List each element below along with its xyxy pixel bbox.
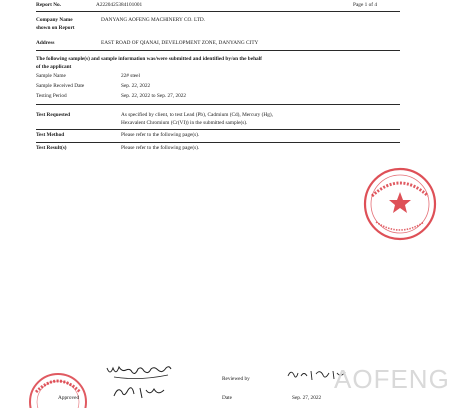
- date-value: Sep. 27, 2022: [292, 395, 322, 401]
- applicant-note-line2: of the applicant: [36, 64, 72, 70]
- address-rule: [36, 50, 400, 51]
- page-indicator: Page 1 of 4: [353, 2, 377, 8]
- company-label-line1: Company Name: [36, 17, 73, 23]
- lower-seal-stamp: [28, 368, 88, 408]
- header-rule: [36, 11, 400, 12]
- requested-rule: [36, 129, 400, 130]
- sample-name-label: Sample Name: [36, 73, 66, 79]
- sample-rule: [36, 104, 400, 105]
- test-method-label: Test Method: [36, 132, 65, 138]
- test-results-label: Test Result(s): [36, 145, 67, 151]
- testing-period-label: Testing Period: [36, 93, 67, 99]
- report-no-value: A2220425384101001: [96, 2, 143, 8]
- date-label: Date: [222, 395, 232, 401]
- reviewed-by-label: Reviewed by: [222, 376, 250, 382]
- test-requested-line1: As specified by client, to test Lead (Pb), Cadmium (Cd), Mercury (Hg),: [121, 112, 273, 118]
- watermark-text: AOFENG: [334, 364, 450, 394]
- test-requested-line2: Hexavalent Chromium (Cr(VI)) in the submitted sample(s).: [121, 120, 248, 126]
- company-name: DANYANG AOFENG MACHINERY CO. LTD.: [101, 17, 206, 23]
- address-label: Address: [36, 40, 55, 46]
- sample-name-value: 22# steel: [121, 73, 140, 79]
- signature-approver: [110, 384, 170, 400]
- testing-period-value: Sep. 22, 2022 to Sep. 27, 2022: [121, 93, 187, 99]
- company-label-line2: shown on Report: [36, 25, 75, 31]
- address-value: EAST ROAD OF QIANAI, DEVELOPMENT ZONE, DANYANG CITY: [101, 40, 259, 46]
- sample-received-label: Sample Received Date: [36, 83, 85, 89]
- sample-received-value: Sep. 22, 2022: [121, 83, 151, 89]
- applicant-note-line1: The following sample(s) and sample information was/were submitted and identified by/on the behalf: [36, 56, 262, 62]
- official-seal-stamp: [362, 166, 438, 242]
- test-method-value: Please refer to the following page(s).: [121, 132, 200, 138]
- method-rule: [36, 142, 400, 143]
- approved-label: Approved: [58, 395, 80, 401]
- test-results-value: Please refer to the following page(s).: [121, 145, 200, 151]
- report-no-label: Report No.: [36, 2, 62, 8]
- signature-wangdong: [104, 360, 174, 382]
- test-requested-label: Test Requested: [36, 112, 71, 118]
